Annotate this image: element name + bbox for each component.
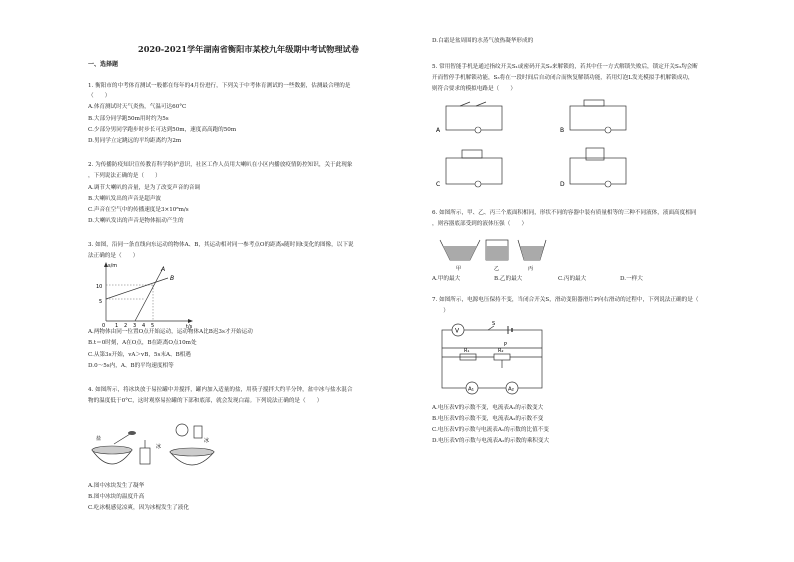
q6-vessels: [436, 232, 556, 272]
circuit-d-label: D: [560, 181, 565, 188]
caption-ice-2: 冰: [204, 438, 210, 444]
liquid-jia: [443, 246, 477, 260]
circuit-b-lamp: [605, 127, 611, 133]
q7-circuit: [438, 318, 550, 402]
circuit-a-s2: [476, 102, 486, 106]
tick-origin: 0: [102, 323, 106, 329]
outer-loop: [442, 327, 542, 388]
q7-option-c: C.电压表V的示数与电流表A₁的示数的比值不变: [432, 427, 549, 433]
circuit-b-loop: [570, 106, 626, 130]
r2-label: R₂: [498, 348, 504, 354]
q7-stem-line2: ）: [432, 308, 449, 314]
q5-stem-line2: 开而暂停手机解锁功能，S₃将在一段时间后自动闭合而恢复解锁功能，若用灯泡L发光模拟手机解锁成功，: [432, 75, 694, 81]
q3-stem-line2: 法正确的是（ ）: [88, 253, 139, 259]
q4-illustration: [90, 418, 220, 476]
q4-option-d: D.白霜是盆周围的水蒸气放热凝华形成的: [432, 38, 534, 44]
q6-stem-line1: 6. 如图所示，甲、乙、丙三个底面积相同，形状不同的容器中装有质量相等的三种不同液体，液面高度相同: [432, 210, 697, 216]
q6-option-a: A.甲的最大: [432, 276, 461, 282]
q3-option-b: B.t＝0时刻，A在O点，B在距离O点10m处: [88, 340, 197, 346]
tick-y-10: 10: [96, 284, 103, 290]
spoon: [114, 434, 130, 444]
label-b: B: [170, 275, 175, 282]
circuit-d-loop: [570, 158, 626, 184]
q7-option-d: D.电压表V的示数与电流表A₂的示数的乘积变大: [432, 438, 550, 444]
label-a: A: [161, 266, 166, 273]
q6-stem-line2: ，则容器底部受到的液体压强（ ）: [432, 221, 528, 227]
left-column: [88, 0, 410, 562]
circuit-d-lamp: [605, 181, 611, 187]
q2-option-a: A.调节大喇叭的音量，是为了改变声音的音调: [88, 185, 201, 191]
circuit-c-parallel: [462, 150, 482, 158]
caption-ice-1: 冰: [156, 444, 162, 450]
a2-label: A₂: [508, 386, 514, 393]
voltmeter-label: V: [455, 327, 460, 335]
q1-stem-line1: 1. 衡阳市的中考体育测试一般都在每年的4月份进行，下列关于中考体育测试的一些数据，估测最合理的是: [88, 83, 351, 89]
label-bing: 丙: [528, 266, 534, 272]
switch-label: S: [492, 321, 496, 327]
r1-label: R₁: [464, 348, 470, 354]
q3-stem-line1: 3. 如图，沿同一条直线向东运动的物体A、B，其运动相对同一参考点O的距离s随时间t变化的图像，以下说: [88, 242, 354, 248]
bowl-1-contents: [92, 446, 132, 454]
label-jia: 甲: [456, 266, 462, 272]
section-heading: 一、选择题: [88, 61, 119, 68]
bowl-2-contents: [170, 448, 214, 456]
circuit-b-label: B: [560, 127, 565, 134]
spoon-bowl: [128, 431, 136, 435]
person-head: [176, 424, 188, 436]
q7-stem-line1: 7. 如图所示，电源电压保持不变，当闭合开关S，滑动变阻器滑片P向右滑动的过程中，下列说法正确的是（: [432, 297, 699, 303]
line-b: [106, 278, 168, 299]
q4-stem-line2: 物的温度低于0°C，这时观察易拉罐的下部和底部，就会发现白霜。下列说法正确的是（ ）: [88, 398, 323, 404]
q6-option-b: B.乙的最大: [494, 276, 523, 282]
q4-stem-line1: 4. 如图所示，将冰块放于易拉罐中并搅拌，罐内加入适量的盐，用筷子搅拌大约半分钟，盆中冰与盐水混合: [88, 387, 353, 393]
liquid-yi: [486, 246, 508, 260]
q7-option-b: B.电压表V的示数不变，电流表A₂的示数不变: [432, 416, 544, 422]
q4-option-a: A.图中冰块发生了凝华: [88, 483, 145, 489]
q3-option-c: C.从第3s开始，vA＞vB，5s末A、B相遇: [88, 352, 191, 358]
x-axis-arrow: [188, 319, 193, 323]
circuit-c-loop: [446, 158, 502, 184]
tick-x-5: 5: [151, 323, 155, 329]
q2-option-b: B.大喇叭发出的声音是超声波: [88, 196, 162, 202]
x-axis-label: t/s: [186, 324, 193, 330]
circuit-a-label: A: [436, 127, 441, 134]
q5-stem-line3: 则符合要求的模拟电路是（ ）: [432, 86, 516, 92]
q2-stem-line2: ，下列说法正确的是（ ）: [88, 173, 161, 179]
label-yi: 乙: [494, 266, 500, 272]
q1-option-a: A.体育测试时天气炎热，气温可达60°C: [88, 104, 187, 110]
circuit-c-lamp: [475, 181, 481, 187]
circuit-b-parallel: [584, 100, 604, 106]
q6-option-c: C.丙的最大: [558, 276, 587, 282]
q1-option-b: B.大部分同学跑50m用时约为5s: [88, 116, 169, 122]
resistor-r2: [494, 354, 510, 360]
tick-y-5: 5: [99, 299, 103, 305]
q2-option-c: C.声音在空气中的传播速度是3×10⁸m/s: [88, 207, 189, 213]
q2-option-d: D.大喇叭发出的声音是物体振动产生的: [88, 218, 184, 224]
q7-option-a: A.电压表V的示数不变，电流表A₁的示数变大: [432, 405, 544, 411]
q1-option-d: D.男同学立定跳远的平均距离约为2m: [88, 138, 182, 144]
circuit-a-loop: [446, 106, 502, 130]
cup: [140, 448, 150, 464]
p-label: P: [504, 342, 508, 348]
right-column: [432, 0, 758, 562]
circuit-a-lamp: [475, 127, 481, 133]
line-a: [135, 270, 162, 321]
tick-x-4: 4: [142, 323, 146, 329]
tick-x-2: 2: [124, 323, 128, 329]
tick-x-1: 1: [115, 323, 119, 329]
q3-option-d: D.0～5s内，A、B的平均速度相等: [88, 363, 174, 369]
q5-circuits: [436, 96, 676, 196]
can: [194, 426, 202, 438]
q3-option-a: A.两物体由同一位置O点开始运动，运动物体A比B迟3s才开始运动: [88, 329, 253, 335]
q5-stem-line1: 5. 常用智能手机是通过指纹开关S₁或密码开关S₂来解锁的，若其中任一方式解锁失败后，锁定开关S₃均会断: [432, 64, 698, 70]
q2-stem-line1: 2. 为传播防疫知识宣传教育科学防护意识，社区工作人员用大喇叭在小区内播放疫情防控知识，关于此现象: [88, 162, 353, 168]
q4-option-b: B.图中冰块的温度升高: [88, 494, 145, 500]
liquid-bing: [520, 246, 544, 260]
q4-option-c: C.吃冰棍感觉凉爽，因为冰棍发生了液化: [88, 505, 189, 511]
a1-label: A₁: [468, 386, 474, 393]
q6-option-d: D.一样大: [620, 276, 643, 282]
circuit-a-s1: [460, 102, 470, 106]
y-axis-label: s/m: [108, 263, 118, 269]
document-title: 2020-2021学年湖南省衡阳市某校九年级期中考试物理试卷: [138, 44, 359, 54]
q1-option-c: C.少部分男同学跑步时步长可达到50m，速度高高跑的50m: [88, 127, 237, 133]
tick-x-3: 3: [133, 323, 137, 329]
q1-stem-line2: （ ）: [88, 93, 111, 99]
caption-salt: 盐: [96, 436, 102, 442]
circuit-c-label: C: [436, 181, 441, 188]
q3-st-graph: [90, 261, 200, 330]
